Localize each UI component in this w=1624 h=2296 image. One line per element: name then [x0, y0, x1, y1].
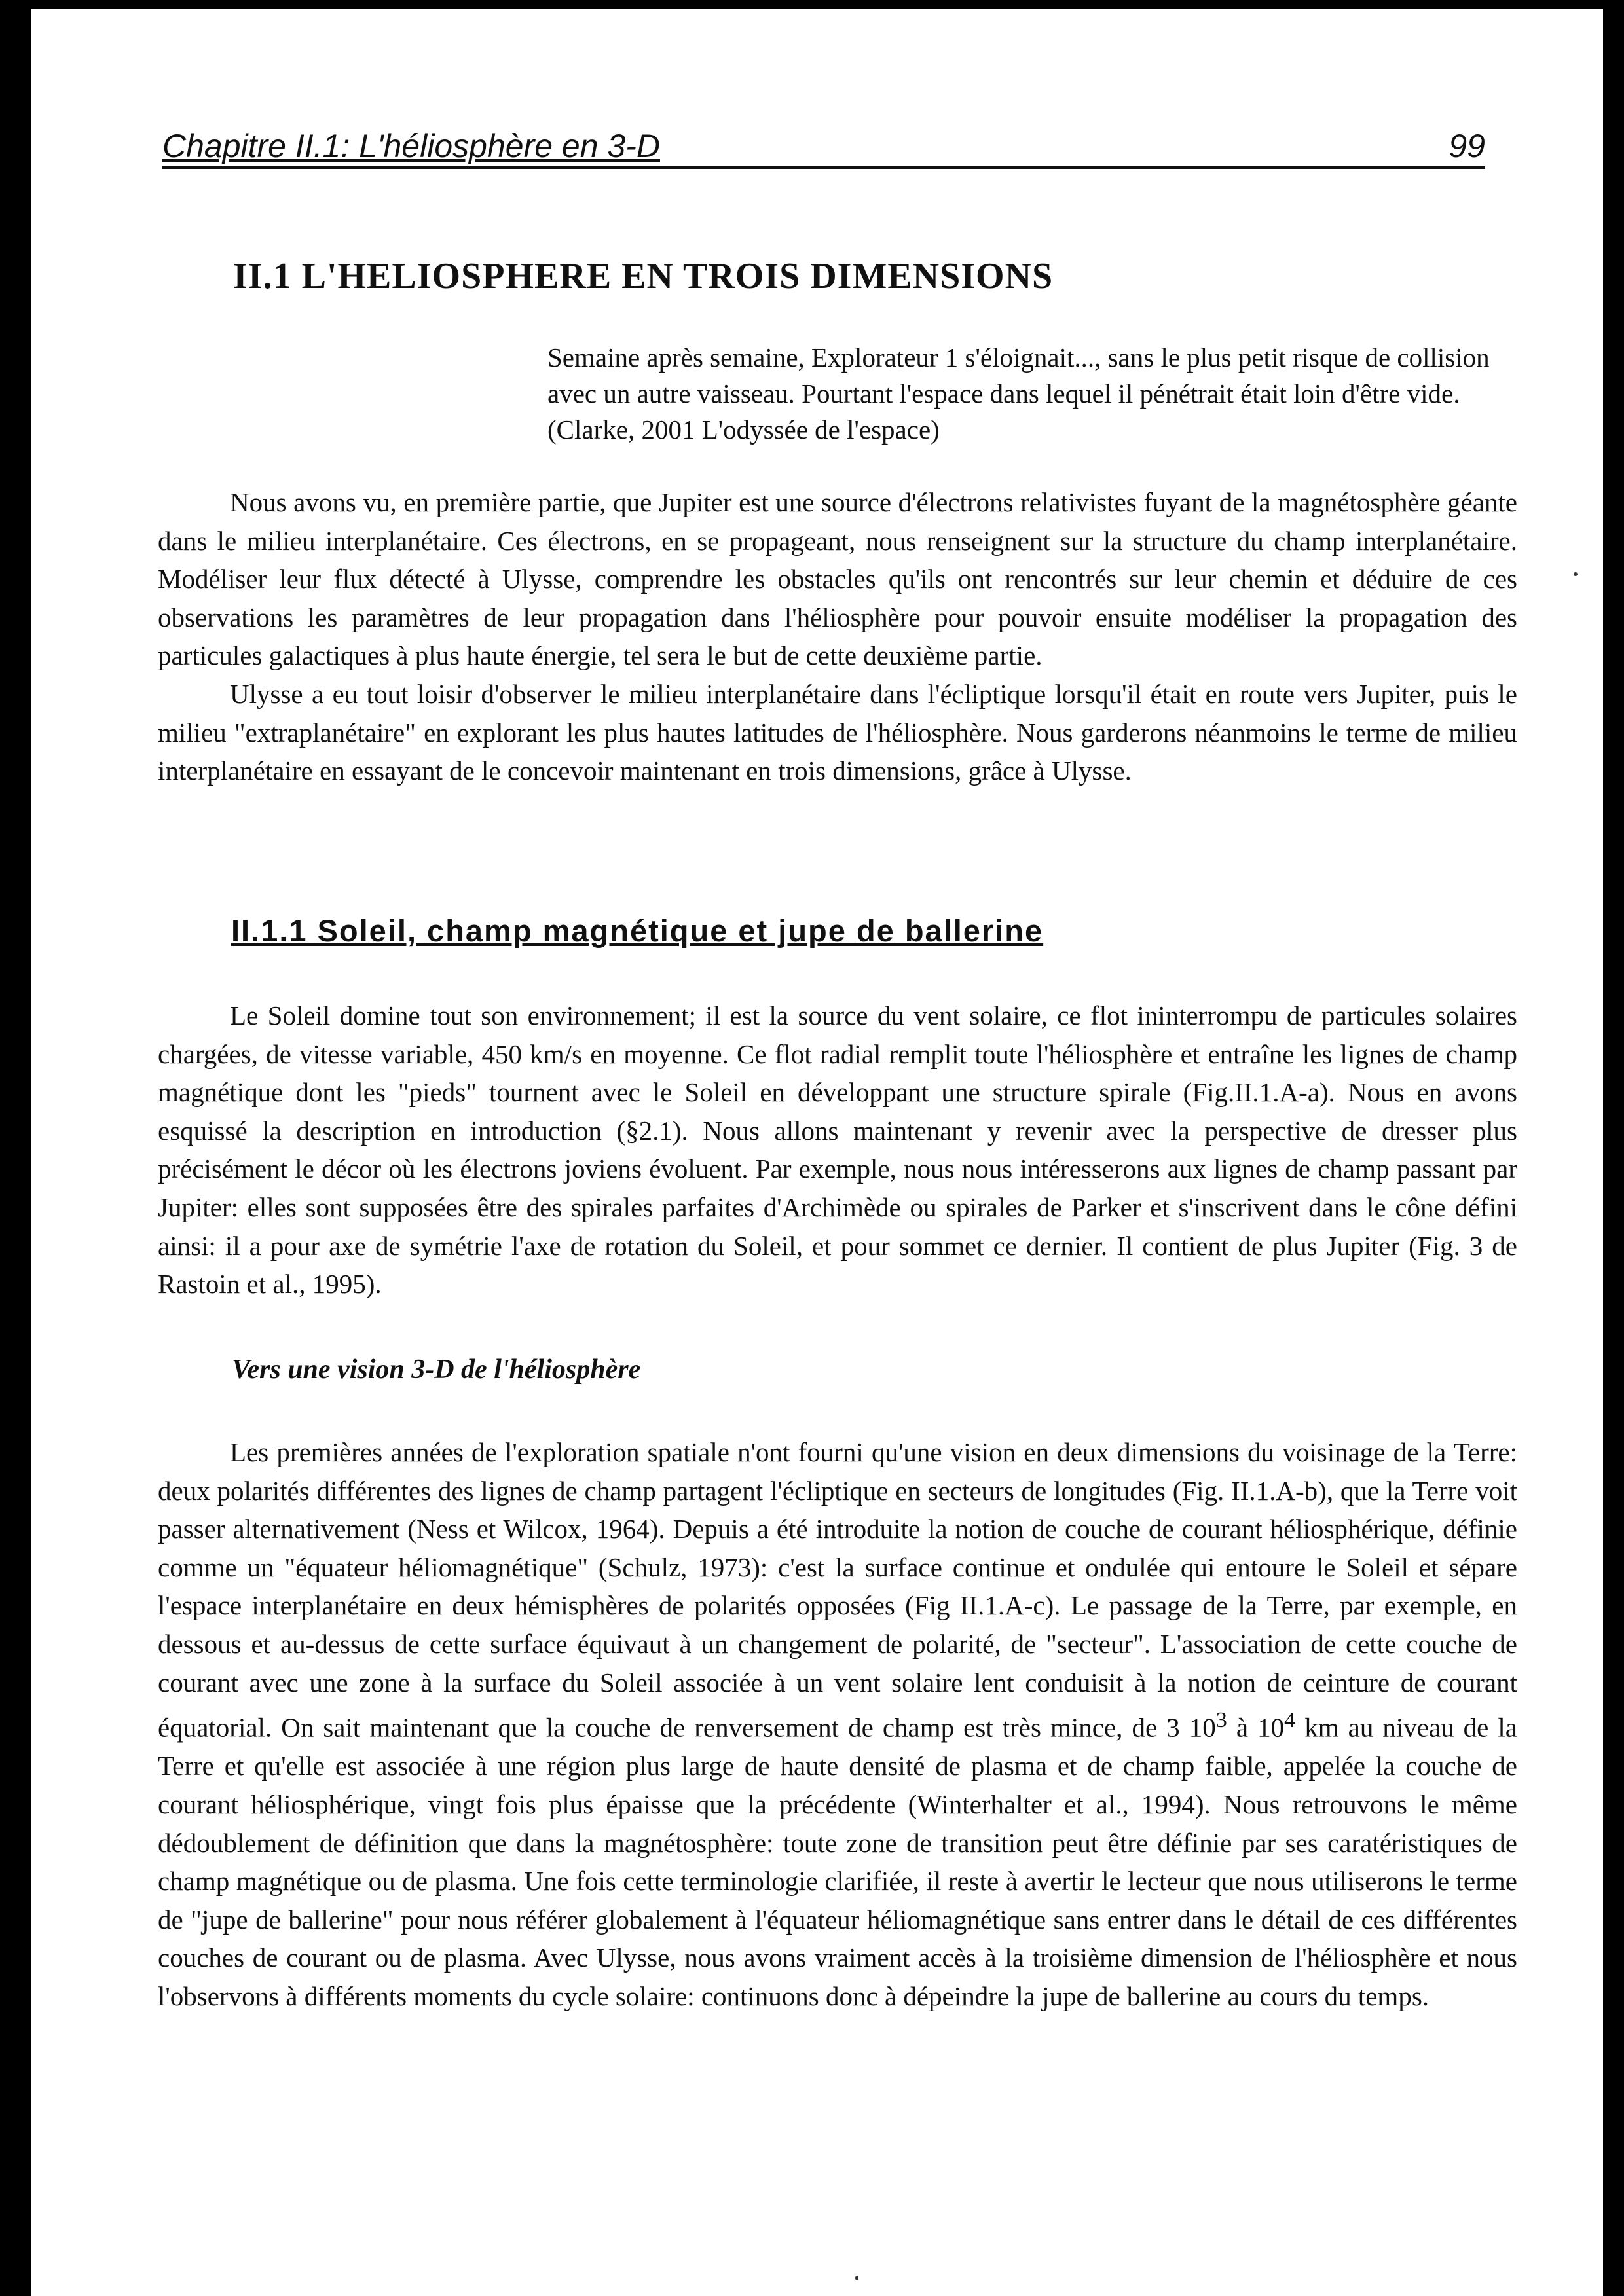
scan-speck — [855, 2276, 858, 2280]
final-paragraph — [158, 1433, 1517, 2016]
section-text — [158, 996, 1517, 1303]
intro-text — [158, 483, 1517, 790]
final-paragraph-part-3: km au niveau de la Terre et qu'elle est associée à une région plus large de haute densité de plasma et de champ faible, appelée la couche de courant héliosphérique, vingt fois plus épaisse que la précédente (Winterhalter et al., 1994). Nous retrouvons le même dédoublement de définition que dans la magnétosphère: toute zone de transition peut être définie par ses caratéristiques de champ magnétique ou de plasma. Une fois cette terminologie clarifiée, il reste à avertir le lecteur que nous utiliserons le terme de "jupe de ballerine" pour nous référer globalement à l'équateur héliomagnétique sans entrer dans le détail de ces différentes couches de courant ou de plasma. Avec Ulysse, nous avons vraiment accès à la troisième dimension de l'héliosphère et nous l'observons à différents moments du cycle solaire: continuons donc à dépeindre la jupe de ballerine au cours du temps. — [158, 1712, 1517, 2011]
section-heading: II.1.1 Soleil, champ magnétique et jupe de ballerine — [231, 913, 1044, 948]
page-number: 99 — [1449, 128, 1485, 164]
final-text — [158, 1433, 1517, 2016]
final-paragraph-part-1: Les premières années de l'exploration spatiale n'ont fourni qu'une vision en deux dimensions du voisinage de la Terre: deux polarités différentes des lignes de champ partagent l'écliptique en secteurs de longitudes (Fig. II.1.A-b), que la Terre voit passer alternativement (Ness et Wilcox, 1964). Depuis a été introduite la notion de couche de courant héliosphérique, définie comme un "équateur héliomagnétique" (Schulz, 1973): c'est la surface continue et ondulée qui entoure le Soleil et sépare l'espace interplanétaire en deux hémisphères de polarités opposées (Fig II.1.A-c). Le passage de la Terre, par exemple, en dessous et au-dessus de cette surface équivaut à un changement de polarité, de "secteur". L'association de cette couche de courant avec une zone à la surface du Soleil associée à un vent solaire lent conduisit à la notion de ceinture de courant équatorial. On sait maintenant que la couche de renversement de champ est très mince, de 3 10 — [158, 1437, 1517, 1743]
intro-paragraph-2: Ulysse a eu tout loisir d'observer le milieu interplanétaire dans l'écliptique lorsqu'il était en route vers Jupiter, puis le milieu "extraplanétaire" en explorant les plus hautes latitudes de l'héliosphère. Nous garderons néanmoins le terme de milieu interplanétaire en essayant de le concevoir maintenant en trois dimensions, grâce à Ulysse. — [158, 678, 1517, 786]
intro-paragraph-1: Nous avons vu, en première partie, que Jupiter est une source d'électrons relativistes fuyant de la magnétosphère géante dans le milieu interplanétaire. Ces électrons, en se propageant, nous renseignent sur la structure du champ interplanétaire. Modéliser leur flux détecté à Ulysse, comprendre les obstacles qu'ils ont rencontrés sur leur chemin et déduire de ces observations les paramètres de leur propagation dans l'héliosphère pour pouvoir ensuite modéliser la propagation des particules galactiques à plus haute énergie, tel sera le but de cette deuxième partie. — [158, 487, 1517, 671]
header-chapter-label: Chapitre II.1: L'héliosphère en 3-D — [162, 128, 660, 164]
scan-speck — [1574, 572, 1578, 576]
exponent-4: 4 — [1284, 1708, 1296, 1733]
running-header — [162, 120, 1485, 169]
document-page — [31, 9, 1603, 2296]
epigraph-quote: Semaine après semaine, Explorateur 1 s'éloignait..., sans le plus petit risque de collision avec un autre vaisseau. Pourtant l'espace dans lequel il pénétrait était loin d'être vide. (Clarke, 2001 L'odyssée de l'espace) — [547, 342, 1490, 445]
subheading: Vers une vision 3-D de l'héliosphère — [232, 1355, 641, 1385]
section-paragraph: Le Soleil domine tout son environnement; il est la source du vent solaire, ce flot ininterrompu de particules solaires chargées, de vitesse variable, 450 km/s en moyenne. Ce flot radial remplit toute l'héliosphère et entraîne les lignes de champ magnétique dont les "pieds" tournent avec le Soleil en développant une structure spirale (Fig.II.1.A-a). Nous en avons esquissé la description en introduction (§2.1). Nous allons maintenant y revenir avec la perspective de dresser plus précisément le décor où les électrons joviens évoluent. Par exemple, nous nous intéresserons aux lignes de champ passant par Jupiter: elles sont supposées être des spirales parfaites d'Archimède ou spirales de Parker et s'inscrivent dans le cône défini ainsi: il a pour axe de symétrie l'axe de rotation du Soleil, et pour sommet ce dernier. Il contient de plus Jupiter (Fig. 3 de Rastoin et al., 1995). — [158, 1000, 1517, 1300]
chapter-title: II.1 L'HELIOSPHERE EN TROIS DIMENSIONS — [233, 256, 1054, 297]
final-paragraph-part-2: à 10 — [1227, 1712, 1285, 1743]
exponent-3: 3 — [1215, 1708, 1227, 1733]
